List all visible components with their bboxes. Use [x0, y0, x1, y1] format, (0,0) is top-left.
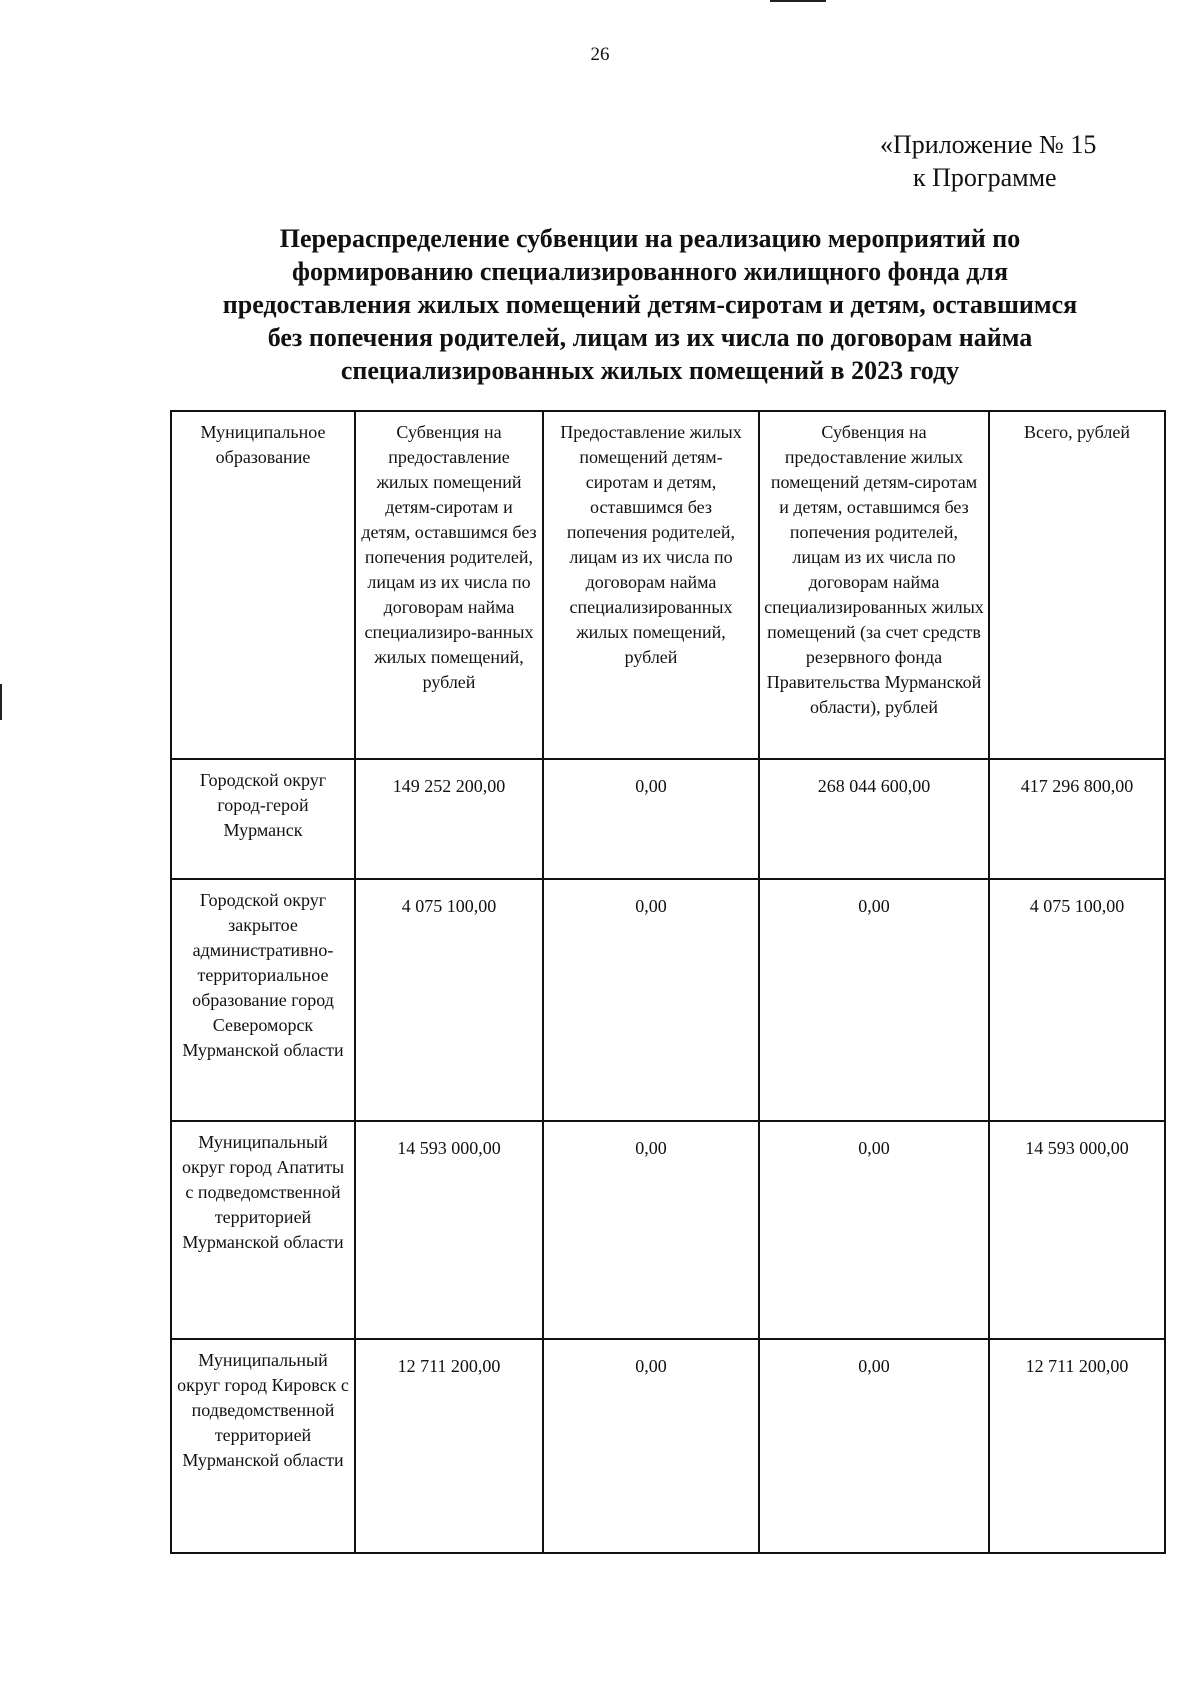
cell-reserve-fund: 268 044 600,00 — [759, 759, 989, 879]
table-row — [171, 879, 1165, 1121]
cell-municipality: Городской округ закрытое административно-территориальное образование город Североморск Мурманской области — [171, 879, 355, 1121]
appendix-program: к Программе — [913, 163, 1057, 192]
scan-artifact-left — [0, 684, 2, 720]
subvention-table — [170, 410, 1166, 1554]
title-line: предоставления жилых помещений детям-сиротам и детям, оставшимся — [222, 290, 1078, 319]
table-header-row — [171, 411, 1165, 759]
cell-municipality: Муниципальный округ город Кировск с подведомственной территорией Мурманской области — [171, 1339, 355, 1553]
title-line: специализированных жилых помещений в 2023 году — [340, 356, 960, 385]
cell-reserve-fund: 0,00 — [759, 1339, 989, 1553]
cell-subvention: 14 593 000,00 — [355, 1121, 543, 1339]
cell-municipality: Городской округ город-герой Мурманск — [171, 759, 355, 879]
cell-provision: 0,00 — [543, 1339, 759, 1553]
cell-subvention: 149 252 200,00 — [355, 759, 543, 879]
header-subvention: Субвенция на предоставление жилых помещений детям-сиротам и детям, оставшимся без попечения родителей, лицам из их числа по договорам найма специализиро-ванных жилых помещений, рублей — [355, 411, 543, 759]
table-row — [171, 1339, 1165, 1553]
title-line: формированию специализированного жилищного фонда для — [291, 257, 1009, 286]
page-number: 26 — [590, 44, 610, 65]
header-reserve-fund: Субвенция на предоставление жилых помещений детям-сиротам и детям, оставшимся без попечения родителей, лицам из их числа по договорам найма специализированных жилых помещений (за счет средств резервного фонда Правительства Мурманской области), рублей — [759, 411, 989, 759]
cell-subvention: 12 711 200,00 — [355, 1339, 543, 1553]
table-row — [171, 1121, 1165, 1339]
cell-total: 14 593 000,00 — [989, 1121, 1165, 1339]
appendix-reference — [780, 128, 1120, 194]
header-provision: Предоставление жилых помещений детям-сиротам и детям, оставшимся без попечения родителей, лицам из их числа по договорам найма специализированных жилых помещений, рублей — [543, 411, 759, 759]
cell-reserve-fund: 0,00 — [759, 1121, 989, 1339]
header-total: Всего, рублей — [989, 411, 1165, 759]
appendix-number: «Приложение № 15 — [880, 130, 1097, 159]
cell-municipality: Муниципальный округ город Апатиты с подведомственной территорией Мурманской области — [171, 1121, 355, 1339]
header-municipality: Муниципальное образование — [171, 411, 355, 759]
cell-total: 417 296 800,00 — [989, 759, 1165, 879]
cell-provision: 0,00 — [543, 879, 759, 1121]
title-line: Перераспределение субвенции на реализацию мероприятий по — [279, 224, 1021, 253]
cell-total: 12 711 200,00 — [989, 1339, 1165, 1553]
cell-subvention: 4 075 100,00 — [355, 879, 543, 1121]
cell-provision: 0,00 — [543, 1121, 759, 1339]
cell-total: 4 075 100,00 — [989, 879, 1165, 1121]
title-line: без попечения родителей, лицам из их числа по договорам найма — [267, 323, 1033, 352]
document-title — [150, 222, 1150, 387]
cell-reserve-fund: 0,00 — [759, 879, 989, 1121]
scan-artifact-top — [770, 0, 826, 2]
cell-provision: 0,00 — [543, 759, 759, 879]
table-row — [171, 759, 1165, 879]
